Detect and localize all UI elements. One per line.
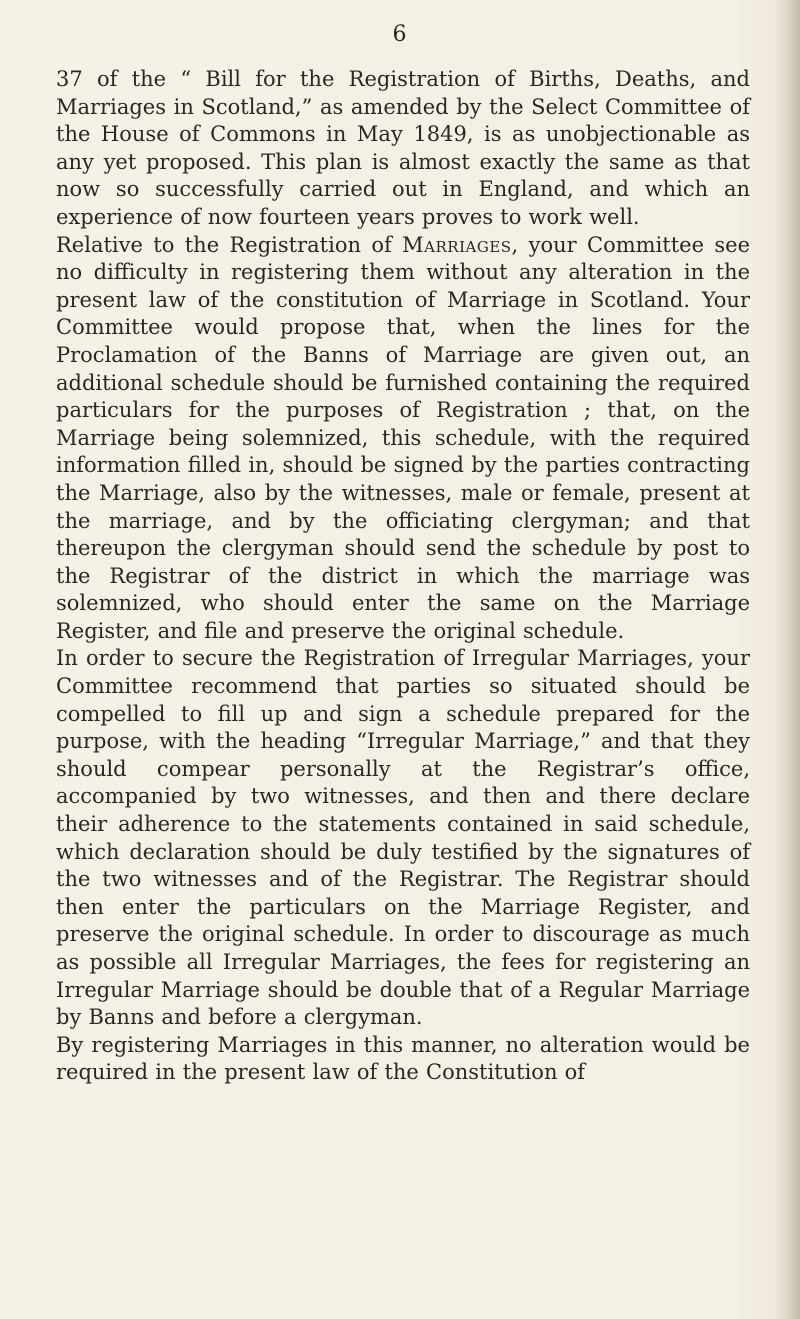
paragraph-2 xyxy=(56,232,750,646)
paragraph-2-rest: , your Committee see no difficulty in registering them without any alteration in the present law of the constitution of Marriage in Scotland. Your Committee would propose that, when the lines for the Proclamation of the Banns of Marriage are given out, an additional schedule should be furnished containing the required particulars for the purposes of Registration ; that, on the Marriage being solemnized, this schedule, with the required information filled in, should be signed by the parties contracting the Marriage, also by the witnesses, male or female, present at the marriage, and by the officiating clergyman; and that thereupon the clergyman should send the schedule by post to the Registrar of the district in which the marriage was solemnized, who should enter the same on the Marriage Register, and file and preserve the original schedule. xyxy=(56,232,751,643)
page-edge-shadow xyxy=(774,0,800,1319)
paragraph-4: By registering Marriages in this manner, no alteration would be required in the present law of the Constitution of xyxy=(56,1032,750,1085)
body-text xyxy=(56,66,750,1087)
paragraph-3: In order to secure the Registration of Irregular Marriages, your Committee recommend that parties so situated should be compelled to fill up and sign a schedule prepared for the purpose, with the heading “Irregular Marriage,” and that they should compear personally at the Registrar’s office, accompanied by two witnesses, and then and there declare their adherence to the statements contained in said schedule, which declaration should be duly testified by the signatures of the two witnesses and of the Registrar. The Registrar should then enter the particulars on the Marriage Register, and preserve the original schedule. In order to discourage as much as possible all Irregular Marriages, the fees for registering an Irregular Marriage should be double that of a Regular Marriage by Banns and before a clergyman. xyxy=(56,646,750,1030)
paragraph-2-emphasis: Marriages xyxy=(402,232,512,257)
page-number: 6 xyxy=(392,22,408,47)
paragraph-2-lead: Relative to the Registration of xyxy=(56,232,403,257)
paragraph-1: 37 of the “ Bill for the Registration of Births, Deaths, and Marriages in Scotland,” as amended by the Select Committee of the House of Commons in May 1849, is as unobjectionable as any yet proposed. This plan is almost exactly the same as that now so successfully carried out in England, and which an experience of now fourteen years proves to work well. xyxy=(56,67,750,229)
